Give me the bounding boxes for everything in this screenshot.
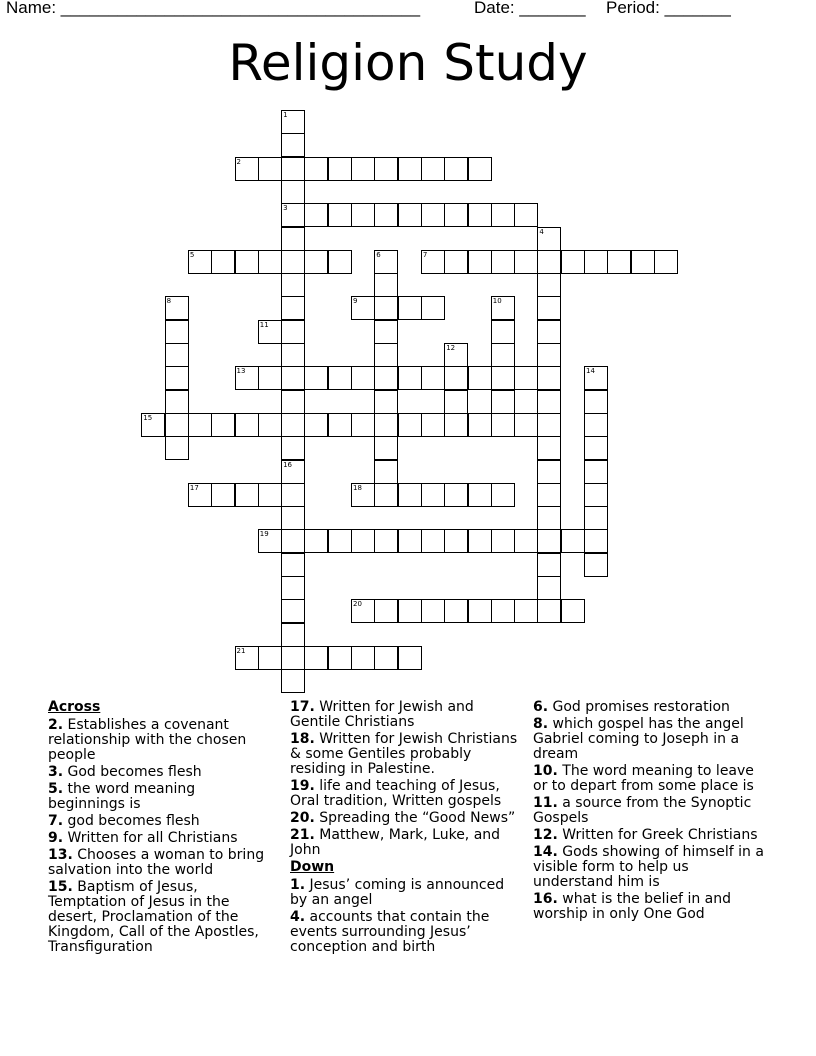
clue-across-5: 5. the word meaning beginnings is [48, 781, 196, 812]
crossword-cell[interactable] [351, 413, 375, 437]
crossword-cell[interactable] [351, 646, 375, 670]
clue-down-12: 12. Written for Greek Christians [533, 827, 758, 843]
crossword-cell[interactable] [491, 203, 515, 227]
clue-down-4: 4. accounts that contain the events surrounding Jesus’ conception and birth [290, 909, 490, 955]
crossword-cell[interactable] [537, 273, 561, 297]
crossword-cell[interactable] [281, 460, 305, 484]
crossword-cell[interactable] [491, 483, 515, 507]
crossword-cell[interactable] [235, 646, 259, 670]
crossword-cell[interactable] [281, 133, 305, 157]
crossword-cell[interactable] [328, 157, 352, 181]
crossword-cell[interactable] [281, 483, 305, 507]
clue-number: 14 [586, 367, 595, 376]
across-heading: Across [48, 699, 101, 715]
crossword-cell[interactable] [398, 366, 422, 390]
crossword-cell[interactable] [444, 343, 468, 367]
crossword-cell[interactable] [421, 157, 445, 181]
crossword-cell[interactable] [468, 366, 492, 390]
clue-down-8: 8. which gospel has the angel Gabriel coming to Joseph in a dream [533, 716, 744, 762]
crossword-cell[interactable] [514, 599, 538, 623]
crossword-cell[interactable] [281, 110, 305, 134]
crossword-cell[interactable] [235, 250, 259, 274]
crossword-cell[interactable] [188, 413, 212, 437]
crossword-cell[interactable] [281, 436, 305, 460]
clue-number: 8 [166, 297, 172, 306]
crossword-cell[interactable] [281, 553, 305, 577]
crossword-cell[interactable] [281, 157, 305, 181]
crossword-cell[interactable] [491, 529, 515, 553]
clue-number: 20 [353, 600, 362, 609]
crossword-cell[interactable] [235, 366, 259, 390]
crossword-cell[interactable] [444, 599, 468, 623]
crossword-cell[interactable] [281, 296, 305, 320]
crossword-cell[interactable] [398, 203, 422, 227]
crossword-cell[interactable] [374, 250, 398, 274]
crossword-cell[interactable] [421, 366, 445, 390]
crossword-cell[interactable] [235, 157, 259, 181]
crossword-cell[interactable] [304, 366, 328, 390]
crossword-cell[interactable] [537, 250, 561, 274]
crossword-cell[interactable] [165, 413, 189, 437]
clue-across-17: 17. Written for Jewish and Gentile Christians [290, 699, 474, 730]
clue-across-20: 20. Spreading the “Good News” [290, 810, 516, 826]
crossword-cell[interactable] [444, 203, 468, 227]
crossword-cell[interactable] [444, 390, 468, 414]
crossword-cell[interactable] [398, 599, 422, 623]
clue-number: 2 [236, 157, 241, 166]
clue-across-19: 19. life and teaching of Jesus, Oral tradition, Written gospels [290, 778, 502, 809]
clue-number: 6 [376, 250, 381, 259]
crossword-cell[interactable] [374, 343, 398, 367]
crossword-cell[interactable] [374, 296, 398, 320]
crossword-cell[interactable] [281, 599, 305, 623]
crossword-cell[interactable] [631, 250, 655, 274]
crossword-cell[interactable] [328, 646, 352, 670]
crossword-cell[interactable] [328, 529, 352, 553]
crossword-cell[interactable] [258, 366, 282, 390]
crossword-cell[interactable] [281, 390, 305, 414]
crossword-cell[interactable] [537, 413, 561, 437]
crossword-cell[interactable] [491, 250, 515, 274]
crossword-cell[interactable] [374, 203, 398, 227]
crossword-cell[interactable] [561, 599, 585, 623]
clue-number: 3 [283, 204, 288, 213]
clues-column-3 [533, 700, 769, 924]
crossword-cell[interactable] [165, 296, 189, 320]
crossword-cell[interactable] [514, 250, 538, 274]
clue-number: 12 [446, 344, 456, 352]
clue-number: 1 [283, 111, 288, 119]
crossword-cell[interactable] [258, 250, 282, 274]
crossword-cell[interactable] [328, 250, 352, 274]
crossword-cell[interactable] [584, 529, 608, 553]
crossword-cell[interactable] [211, 250, 235, 274]
clue-number: 19 [259, 530, 269, 539]
crossword-cell[interactable] [398, 413, 422, 437]
crossword-cell[interactable] [398, 529, 422, 553]
name-field[interactable]: Name: ______________________________________ [6, 0, 421, 17]
crossword-cell[interactable] [374, 483, 398, 507]
crossword-cell[interactable] [304, 203, 328, 227]
clue-number: 18 [353, 483, 362, 492]
clues-column-2 [290, 700, 518, 957]
crossword-cell[interactable] [304, 157, 328, 181]
crossword-cell[interactable] [491, 413, 515, 437]
crossword-cell[interactable] [165, 320, 189, 344]
crossword-cell[interactable] [374, 436, 398, 460]
crossword-cell[interactable] [258, 529, 282, 553]
crossword-cell[interactable] [561, 250, 585, 274]
crossword-cell[interactable] [537, 576, 561, 600]
date-field[interactable]: Date: _______ [474, 0, 586, 17]
clue-across-2: 2. Establishes a covenant relationship with the chosen people [48, 717, 247, 763]
crossword-cell[interactable] [537, 366, 561, 390]
crossword-cell[interactable] [584, 483, 608, 507]
crossword-cell[interactable] [258, 646, 282, 670]
crossword-cell[interactable] [351, 157, 375, 181]
crossword-cell[interactable] [374, 599, 398, 623]
crossword-cell[interactable] [468, 413, 492, 437]
down-heading: Down [290, 859, 335, 875]
crossword-cell[interactable] [584, 366, 608, 390]
crossword-cell[interactable] [281, 273, 305, 297]
clue-down-14: 14. Gods showing of himself in a visible form to help us understand him is [533, 844, 764, 890]
crossword-cell[interactable] [468, 157, 492, 181]
clues-column-1 [48, 700, 276, 957]
crossword-cell[interactable] [398, 646, 422, 670]
crossword-cell[interactable] [514, 203, 538, 227]
crossword-cell[interactable] [514, 413, 538, 437]
clue-number: 15 [143, 413, 153, 422]
crossword-cell[interactable] [258, 320, 282, 344]
crossword-cell[interactable] [211, 413, 235, 437]
clue-number: 16 [283, 460, 293, 469]
clue-number: 17 [189, 483, 199, 492]
crossword-cell[interactable] [468, 599, 492, 623]
crossword-cell[interactable] [328, 413, 352, 437]
crossword-cell[interactable] [491, 366, 515, 390]
crossword-cell[interactable] [281, 343, 305, 367]
clue-across-9: 9. Written for all Christians [48, 830, 238, 846]
crossword-cell[interactable] [235, 413, 259, 437]
crossword-cell[interactable] [491, 320, 515, 344]
clue-number: 11 [259, 320, 269, 329]
clue-across-7: 7. god becomes flesh [48, 813, 200, 829]
crossword-cell[interactable] [491, 296, 515, 320]
crossword-cell[interactable] [258, 413, 282, 437]
crossword-cell[interactable] [351, 203, 375, 227]
crossword-cell[interactable] [188, 483, 212, 507]
crossword-cell[interactable] [584, 250, 608, 274]
clue-down-10: 10. The word meaning to leave or to depart from some place is [533, 763, 754, 794]
crossword-cell[interactable] [537, 436, 561, 460]
crossword-cell[interactable] [468, 250, 492, 274]
crossword-cell[interactable] [258, 157, 282, 181]
crossword-cell[interactable] [281, 669, 305, 693]
crossword-cell[interactable] [351, 296, 375, 320]
crossword-cell[interactable] [584, 506, 608, 530]
clue-down-11: 11. a source from the Synoptic Gospels [533, 795, 752, 826]
crossword-cell[interactable] [444, 366, 468, 390]
crossword-cell[interactable] [444, 413, 468, 437]
crossword-cell[interactable] [374, 273, 398, 297]
crossword-cell[interactable] [281, 529, 305, 553]
crossword-cell[interactable] [351, 366, 375, 390]
crossword-cell[interactable] [468, 483, 492, 507]
crossword-cell[interactable] [537, 599, 561, 623]
clue-across-21: 21. Matthew, Mark, Luke, and John [290, 827, 501, 858]
crossword-cell[interactable] [468, 203, 492, 227]
crossword-cell[interactable] [374, 646, 398, 670]
crossword-cell[interactable] [141, 413, 165, 437]
clue-number: 13 [236, 367, 246, 376]
clue-number: 4 [539, 227, 544, 236]
page-title: Religion Study [228, 34, 588, 92]
crossword-cell[interactable] [514, 366, 538, 390]
clue-number: 10 [492, 297, 502, 306]
crossword-cell[interactable] [374, 529, 398, 553]
crossword-cell[interactable] [351, 599, 375, 623]
crossword-cell[interactable] [537, 529, 561, 553]
crossword-cell[interactable] [444, 529, 468, 553]
crossword-cell[interactable] [444, 157, 468, 181]
crossword-cell[interactable] [398, 483, 422, 507]
clue-down-16: 16. what is the belief in and worship in only One God [533, 891, 731, 922]
crossword-cell[interactable] [537, 483, 561, 507]
crossword-cell[interactable] [491, 343, 515, 367]
crossword-cell[interactable] [374, 157, 398, 181]
crossword-cell[interactable] [281, 576, 305, 600]
crossword-cell[interactable] [351, 483, 375, 507]
crossword-cell[interactable] [165, 390, 189, 414]
crossword-cell[interactable] [584, 436, 608, 460]
crossword-cell[interactable] [281, 646, 305, 670]
crossword-cell[interactable] [281, 413, 305, 437]
clue-number: 7 [422, 250, 428, 259]
crossword-cell[interactable] [281, 623, 305, 647]
crossword-cell[interactable] [537, 343, 561, 367]
clue-number: 5 [189, 250, 195, 259]
crossword-cell[interactable] [421, 599, 445, 623]
crossword-cell[interactable] [584, 460, 608, 484]
crossword-cell[interactable] [421, 529, 445, 553]
crossword-cell[interactable] [654, 250, 678, 274]
crossword-cell[interactable] [398, 157, 422, 181]
crossword-cell[interactable] [584, 553, 608, 577]
crossword-cell[interactable] [304, 250, 328, 274]
crossword-cell[interactable] [165, 436, 189, 460]
clue-down-1: 1. Jesus’ coming is announced by an angel [290, 877, 505, 908]
crossword-cell[interactable] [374, 366, 398, 390]
crossword-cell[interactable] [398, 296, 422, 320]
crossword-cell[interactable] [537, 553, 561, 577]
crossword-cell[interactable] [281, 250, 305, 274]
crossword-cell[interactable] [468, 529, 492, 553]
crossword-cell[interactable] [304, 413, 328, 437]
crossword-cell[interactable] [421, 483, 445, 507]
crossword-cell[interactable] [514, 529, 538, 553]
crossword-cell[interactable] [374, 320, 398, 344]
crossword-cell[interactable] [281, 203, 305, 227]
clue-across-13: 13. Chooses a woman to bring salvation into the world [48, 847, 265, 878]
crossword-cell[interactable] [607, 250, 631, 274]
crossword-cell[interactable] [165, 343, 189, 367]
crossword-cell[interactable] [374, 460, 398, 484]
crossword-cell[interactable] [584, 390, 608, 414]
clue-across-3: 3. God becomes flesh [48, 764, 202, 780]
crossword-cell[interactable] [537, 460, 561, 484]
clue-number: 21 [236, 646, 246, 655]
crossword-cell[interactable] [561, 529, 585, 553]
crossword-cell[interactable] [374, 390, 398, 414]
crossword-cell[interactable] [281, 227, 305, 251]
crossword-cell[interactable] [421, 296, 445, 320]
period-field[interactable]: Period: _______ [606, 0, 731, 17]
crossword-cell[interactable] [537, 320, 561, 344]
clue-across-18: 18. Written for Jewish Christians & some Gentiles probably residing in Palestine. [290, 731, 518, 777]
crossword-cell[interactable] [537, 296, 561, 320]
crossword-cell[interactable] [421, 203, 445, 227]
clue-number: 9 [353, 297, 358, 306]
crossword-cell[interactable] [328, 366, 352, 390]
crossword-cell[interactable] [537, 227, 561, 251]
crossword-cell[interactable] [235, 483, 259, 507]
crossword-cell[interactable] [421, 413, 445, 437]
crossword-cell[interactable] [537, 506, 561, 530]
crossword-cell[interactable] [584, 413, 608, 437]
clue-down-6: 6. God promises restoration [533, 699, 730, 715]
crossword-cell[interactable] [281, 180, 305, 204]
crossword-cell[interactable] [444, 250, 468, 274]
crossword-cell[interactable] [258, 483, 282, 507]
crossword-cell[interactable] [304, 529, 328, 553]
crossword-cell[interactable] [281, 366, 305, 390]
clue-across-15: 15. Baptism of Jesus, Temptation of Jesus in the desert, Proclamation of the Kingdom, Call of the Apostles, Transfiguration [48, 879, 259, 955]
crossword-cell[interactable] [351, 529, 375, 553]
crossword-cell[interactable] [374, 413, 398, 437]
crossword-cell[interactable] [281, 506, 305, 530]
crossword-cell[interactable] [188, 250, 212, 274]
crossword-cell[interactable] [491, 390, 515, 414]
crossword-cell[interactable] [328, 203, 352, 227]
crossword-cell[interactable] [211, 483, 235, 507]
crossword-cell[interactable] [304, 646, 328, 670]
crossword-cell[interactable] [537, 390, 561, 414]
crossword-cell[interactable] [491, 599, 515, 623]
crossword-cell[interactable] [421, 250, 445, 274]
crossword-cell[interactable] [281, 320, 305, 344]
crossword-cell[interactable] [444, 483, 468, 507]
crossword-cell[interactable] [165, 366, 189, 390]
